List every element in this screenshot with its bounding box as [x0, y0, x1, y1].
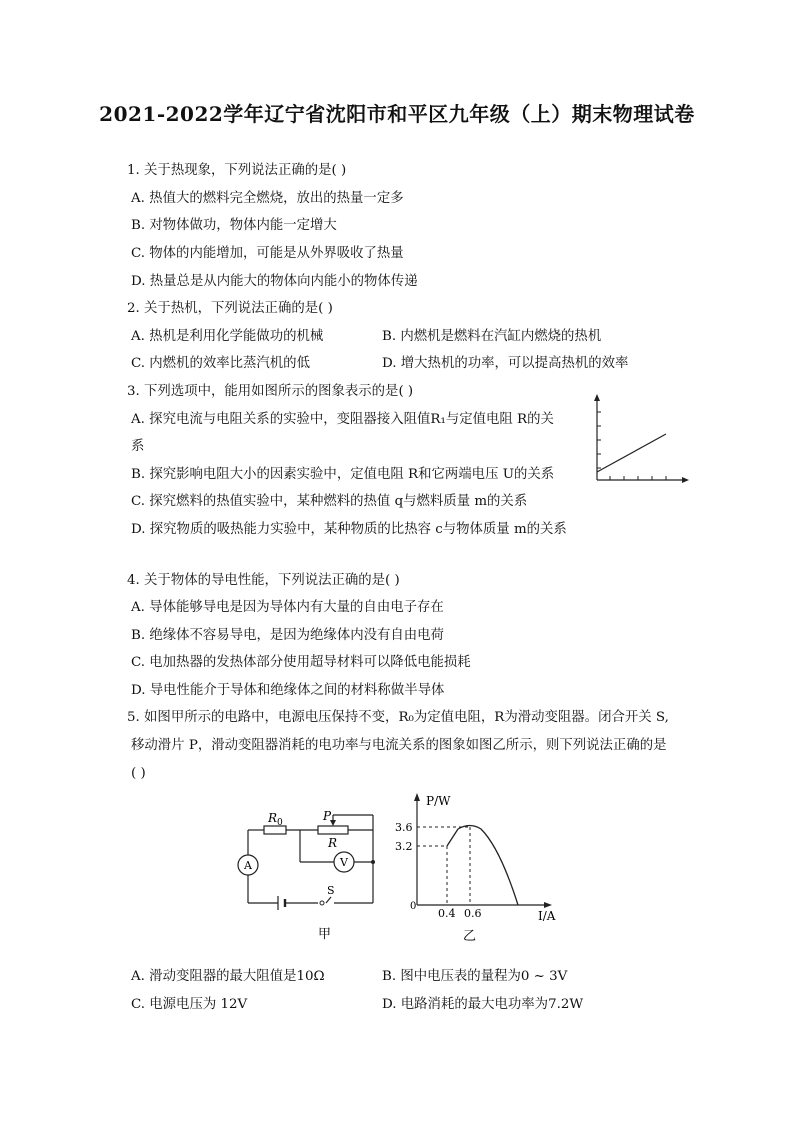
question-4-option-b: B. 绝缘体不容易导电，是因为绝缘体内没有自由电荷 — [131, 628, 444, 643]
question-1-option-c: C. 物体的内能增加，可能是从外界吸收了热量 — [131, 246, 404, 261]
y-tick-3-2: 3.2 — [395, 840, 413, 853]
question-3-option-d: D. 探究物质的吸热能力实验中，某种物质的比热容 c与物体质量 m的关系 — [131, 522, 567, 537]
label-r0: R — [268, 811, 278, 825]
x-axis-label: I/A — [538, 909, 556, 923]
question-5-option-c: C. 电源电压为 12V — [131, 997, 248, 1012]
question-5-option-a: A. 滑动变阻器的最大阻值是10Ω — [131, 969, 325, 984]
question-1-option-b: B. 对物体做功，物体内能一定增大 — [131, 218, 337, 233]
question-3-graph — [590, 392, 690, 486]
question-3-option-a-cont: 系 — [131, 439, 145, 454]
page-title: 2021-2022学年辽宁省沈阳市和平区九年级（上）期末物理试卷 — [99, 102, 695, 126]
circuit-caption: 甲 — [318, 927, 332, 942]
y-axis-label: P/W — [426, 794, 451, 808]
question-2-option-a: A. 热机是利用化学能做功的机械 — [131, 329, 324, 344]
switch-label: S — [327, 884, 335, 897]
question-4-stem: 4. 关于物体的导电性能，下列说法正确的是( ) — [127, 573, 400, 588]
question-2-option-b: B. 内燃机是燃料在汽缸内燃烧的热机 — [382, 329, 602, 344]
question-3-stem: 3. 下列选项中，能用如图所示的图象表示的是( ) — [127, 384, 414, 399]
question-2-stem: 2. 关于热机，下列说法正确的是( ) — [127, 301, 333, 316]
question-5-option-b: B. 图中电压表的量程为0 ~ 3V — [382, 969, 568, 984]
question-5-stem-line2: 移动滑片 P，滑动变阻器消耗的电功率与电流关系的图象如图乙所示，则下列说法正确的是 — [131, 738, 667, 753]
power-curve — [447, 826, 518, 906]
origin-label: 0 — [410, 901, 417, 912]
question-3-option-a: A. 探究电流与电阻关系的实验中，变阻器接入阻值R₁与定值电阻 R的关 — [131, 412, 554, 427]
question-3-option-b: B. 探究影响电阻大小的因素实验中，定值电阻 R和它两端电压 U的关系 — [131, 467, 555, 482]
question-1-stem: 1. 关于热现象，下列说法正确的是( ) — [127, 163, 347, 178]
label-r0-sub: 0 — [277, 818, 283, 828]
question-3-option-c: C. 探究燃料的热值实验中，某种燃料的热值 q与燃料质量 m的关系 — [131, 494, 528, 509]
label-p: P — [323, 809, 332, 823]
power-current-graph — [390, 788, 570, 948]
question-4-option-c: C. 电加热器的发热体部分使用超导材料可以降低电能损耗 — [131, 655, 471, 670]
question-1-option-a: A. 热值大的燃料完全燃烧，放出的热量一定多 — [131, 191, 404, 206]
graph-line — [597, 434, 666, 472]
ammeter-label: A — [244, 859, 252, 872]
question-4-option-a: A. 导体能够导电是因为导体内有大量的自由电子存在 — [131, 600, 444, 615]
rheostat-r — [318, 826, 348, 834]
question-1-option-d: D. 热量总是从内能大的物体向内能小的物体传递 — [131, 274, 418, 289]
question-5-stem-line1: 5. 如图甲所示的电路中，电源电压保持不变，R₀为定值电阻，R为滑动变阻器。闭合开关 S, — [127, 710, 669, 725]
question-5-option-d: D. 电路消耗的最大电功率为7.2W — [382, 997, 584, 1012]
question-2-option-c: C. 内燃机的效率比蒸汽机的低 — [131, 356, 310, 371]
question-5-stem-line3: ( ) — [131, 766, 146, 781]
x-tick-0-4: 0.4 — [438, 907, 456, 920]
y-tick-3-6: 3.6 — [395, 821, 413, 834]
graph-caption: 乙 — [463, 929, 477, 944]
question-4-option-d: D. 导电性能介于导体和绝缘体之间的材料称做半导体 — [131, 683, 445, 698]
circuit-diagram — [230, 805, 390, 943]
question-2-option-d: D. 增大热机的功率，可以提高热机的效率 — [382, 356, 629, 371]
voltmeter-label: V — [340, 856, 348, 869]
label-r: R — [328, 836, 338, 850]
x-tick-0-6: 0.6 — [464, 907, 482, 920]
